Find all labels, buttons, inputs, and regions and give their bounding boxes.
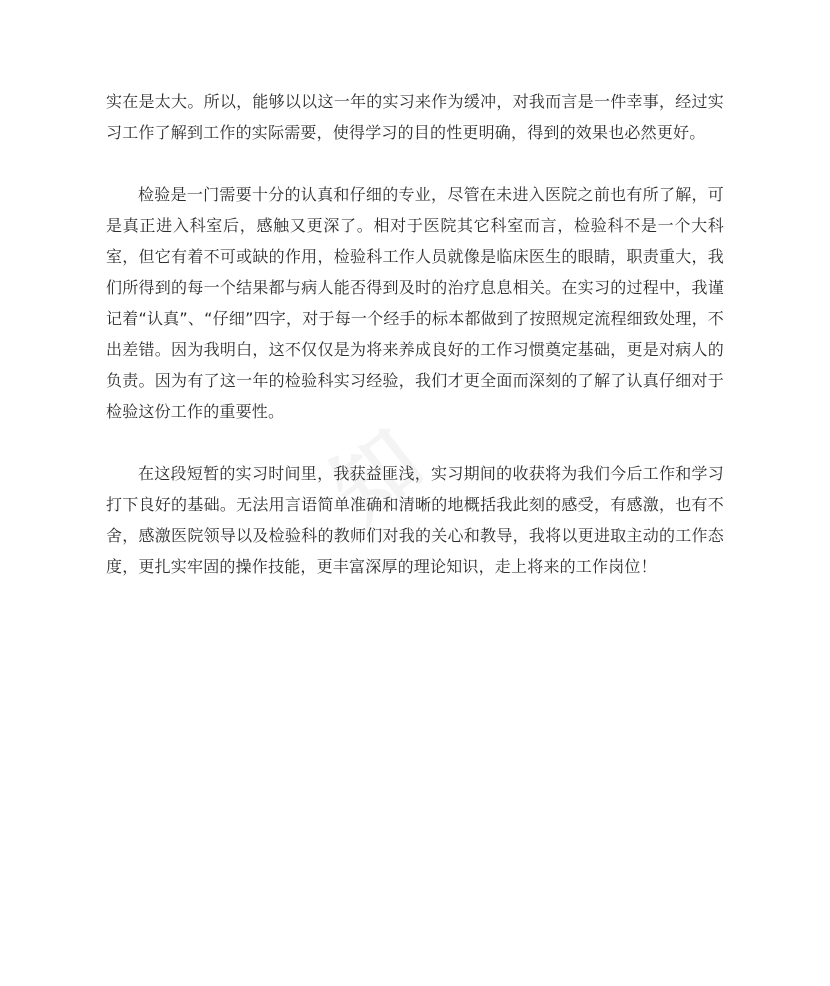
paragraph-1: 实在是太大。所以，能够以以这一年的实习来作为缓冲，对我而言是一件幸事，经过实习工作了解到工作的实际需要，使得学习的目的性更明确，得到的效果也必然更好。 xyxy=(106,92,724,142)
paragraph-3: 在这段短暂的实习时间里，我获益匪浅，实习期间的收获将为我们今后工作和学习打下良好的基础。无法用言语简单准确和清晰的地概括我此刻的感受，有感激，也有不舍，感激医院领导以及检验科的教师们对我的关心和教导，我将以更进取主动的工作态度，更扎实牢固的操作技能，更丰富深厚的理论知识，走上将来的工作岗位！ xyxy=(106,464,724,576)
paragraph-2: 检验是一门需要十分的认真和仔细的专业，尽管在未进入医院之前也有所了解，可是真正进入科室后，感触又更深了。相对于医院其它科室而言，检验科不是一个大科室，但它有着不可或缺的作用，检验科工作人员就像是临床医生的眼睛，职责重大，我们所得到的每一个结果都与病人能否得到及时的治疗息息相关。在实习的过程中，我谨记着“认真”、“仔细”四字，对于每一个经手的标本都做到了按照规定流程细致处理，不出差错。因为我明白，这不仅仅是为将来养成良好的工作习惯奠定基础，更是对病人的负责。因为有了这一年的检验科实习经验，我们才更全面而深刻的了解了认真仔细对于检验这份工作的重要性。 xyxy=(106,185,724,421)
document-body xyxy=(106,86,724,582)
paragraph-gap xyxy=(106,427,724,458)
paragraph-gap xyxy=(106,148,724,179)
